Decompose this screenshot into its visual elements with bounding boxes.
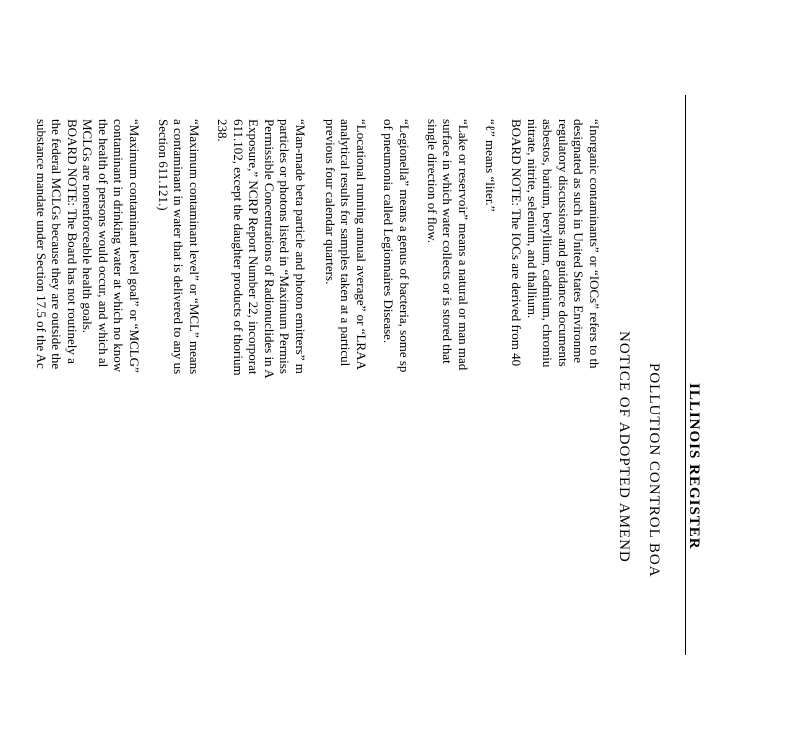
text-line: a contaminant in water that is delivered to any us (171, 119, 187, 375)
text-line: particles or photons listed in “Maximum Permiss (277, 119, 293, 374)
definition-paragraph-mclg (34, 119, 143, 739)
text-line: “Lake or reservoir” means a natural or man mad (456, 119, 471, 371)
definition-paragraph-lake-or-reservoir (425, 119, 472, 739)
board-name: POLLUTION CONTROL BOA (646, 363, 662, 578)
header-rule (685, 95, 686, 655)
text-line: BOARD NOTE: The Board has not routinely a (65, 119, 80, 364)
text-line: single direction of flow. (425, 119, 440, 244)
text-line: of pneumonia called Legionnaires Disease. (381, 119, 397, 344)
text-line: surface in which water collects or is stored that (440, 119, 456, 364)
text-line: substance mandate under Section 17.5 of the Ac (34, 119, 49, 369)
definition-paragraph-mcl (156, 119, 203, 739)
definition-paragraph-man-made-emitters (215, 119, 308, 739)
text-line: analytical results for samples taken at a particul (338, 119, 354, 367)
text-line: 611.102, except the daughter products of thorium (231, 119, 246, 376)
definition-paragraph-legionella (381, 119, 412, 739)
text-line: “Man-made beta particle and photon emitters” m (293, 119, 308, 374)
text-line: designated as such in United States Environme (571, 119, 587, 364)
text-line: MCLGs are nonenforceable health goals. (80, 119, 96, 334)
text-line: Section 611.121.) (156, 119, 171, 211)
rotated-document-page (34, 95, 780, 655)
text-line: “Maximum contaminant level” or “MCL” means (187, 119, 202, 375)
text-line: “Locational running annual average” or “LRAA (354, 119, 369, 370)
text-line: “ℓ” means “liter.” (483, 119, 498, 212)
text-line: “Inorganic contaminants” or “IOCs” refers to th (587, 119, 602, 369)
text-line: BOARD NOTE: The IOCs are derived from 40 (509, 119, 525, 367)
definition-paragraph-liter (483, 119, 499, 739)
definition-paragraph-lraa (323, 119, 370, 739)
text-line: “Legionella” means a genus of bacteria, some sp (397, 119, 412, 373)
definition-paragraph-inorganic-contaminants (509, 119, 602, 739)
notice-heading: NOTICE OF ADOPTED AMEND (616, 331, 632, 563)
text-line: nitrate, nitrite, selenium, and thallium. (525, 119, 540, 319)
text-line: Permissible Concentrations of Radionuclides in A (262, 119, 277, 379)
text-line: Exposure,” NCRP Report Number 22, incorporat (246, 119, 262, 375)
text-line: “Maximum contaminant level goal” or “MCLG” (127, 119, 142, 373)
text-line: regulatory discussions and guidance documents (556, 119, 571, 367)
text-line: the health of persons would occur, and which al (96, 119, 111, 368)
text-line: asbestos, barium, beryllium, cadmium, chromiu (540, 119, 556, 368)
text-line: the federal MCLGs because they are outside the (49, 119, 65, 370)
text-line: 238. (215, 119, 231, 142)
register-title: ILLINOIS REGISTER (686, 383, 702, 550)
text-line: previous four calendar quarters. (323, 119, 338, 285)
text-line: contaminant in drinking water at which no know (111, 119, 127, 373)
